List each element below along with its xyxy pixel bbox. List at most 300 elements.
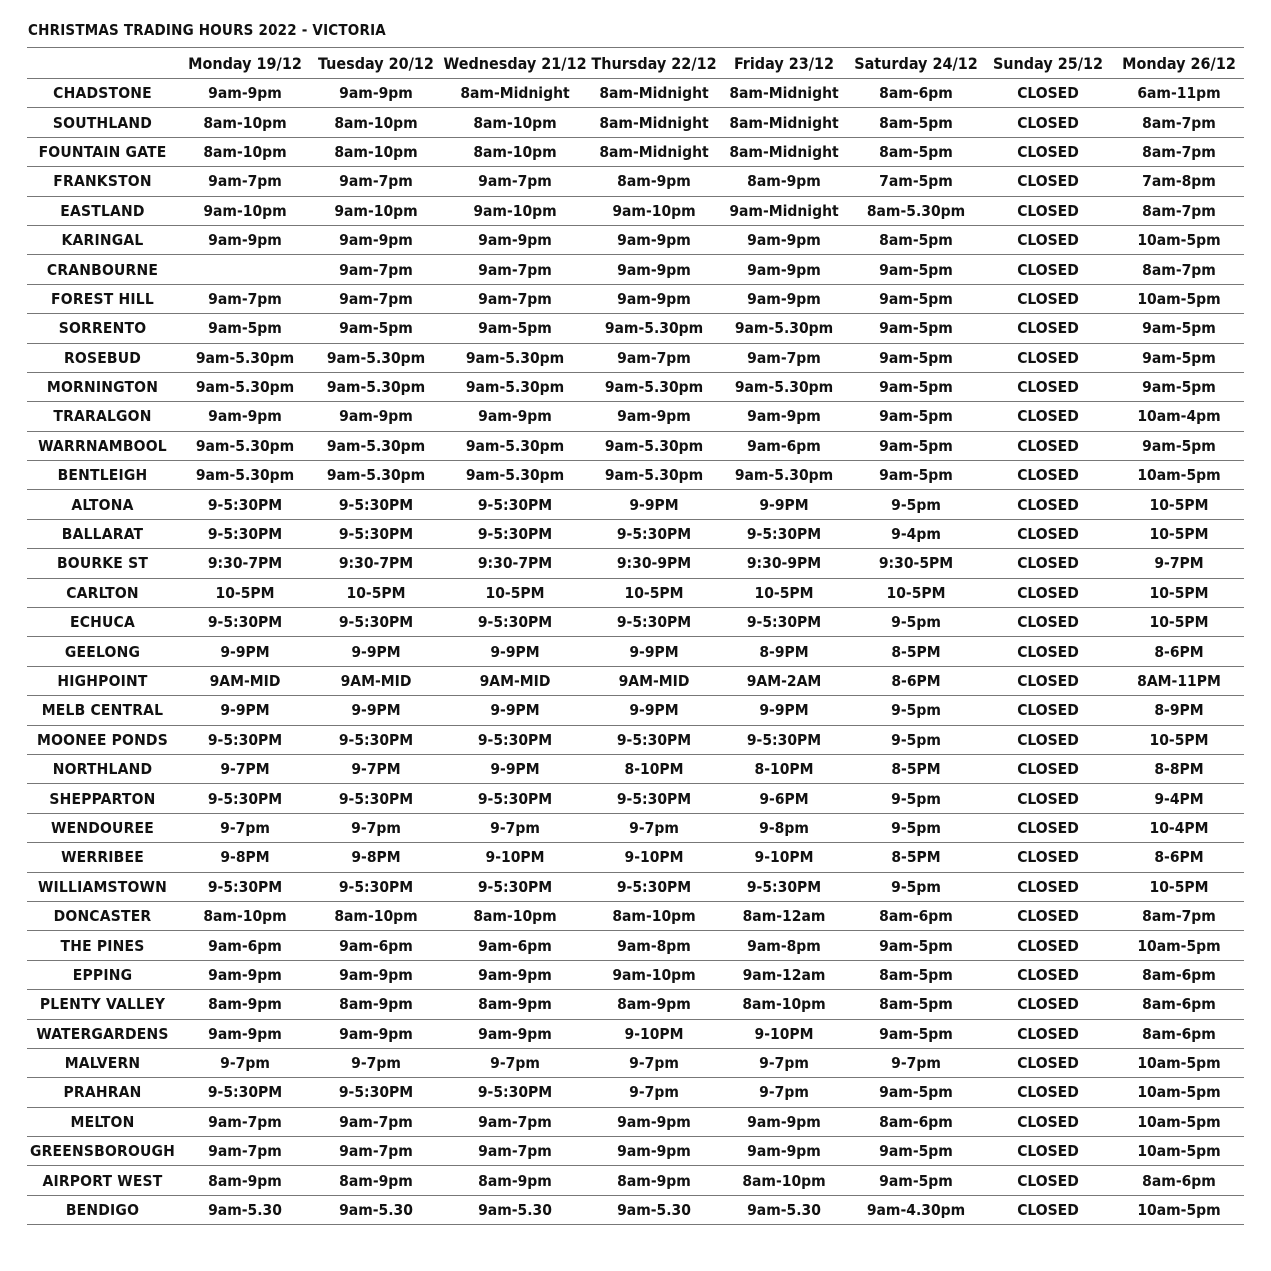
hours-monday-26-12: 10-5PM [1114, 725, 1244, 754]
hours-friday-23-12: 9am-9pm [718, 284, 850, 313]
table-row [27, 461, 1244, 490]
column-header-friday-23-12: Friday 23/12 [718, 48, 850, 79]
hours-monday-19-12: 9am-9pm [178, 1019, 312, 1048]
column-header-wednesday-21-12: Wednesday 21/12 [440, 48, 590, 79]
table-row [27, 549, 1244, 578]
hours-saturday-24-12: 8am-5pm [850, 960, 982, 989]
hours-monday-19-12: 9am-5.30 [178, 1195, 312, 1224]
hours-saturday-24-12: 9-5pm [850, 725, 982, 754]
hours-saturday-24-12: 8am-5pm [850, 108, 982, 137]
hours-tuesday-20-12: 9am-9pm [312, 960, 440, 989]
hours-wednesday-21-12: 9am-6pm [440, 931, 590, 960]
hours-thursday-22-12: 8am-9pm [590, 167, 718, 196]
hours-monday-19-12: 9-7pm [178, 813, 312, 842]
hours-wednesday-21-12: 9-5:30PM [440, 519, 590, 548]
store-name: WILLIAMSTOWN [27, 872, 178, 901]
hours-saturday-24-12: 9am-5pm [850, 255, 982, 284]
hours-saturday-24-12: 9-5pm [850, 696, 982, 725]
table-row [27, 402, 1244, 431]
hours-friday-23-12: 9am-9pm [718, 255, 850, 284]
hours-tuesday-20-12: 9am-7pm [312, 1137, 440, 1166]
hours-monday-26-12: 8-6PM [1114, 637, 1244, 666]
hours-saturday-24-12: 9:30-5PM [850, 549, 982, 578]
store-name: ROSEBUD [27, 343, 178, 372]
store-name: WARRNAMBOOL [27, 431, 178, 460]
hours-saturday-24-12: 8-5PM [850, 843, 982, 872]
hours-saturday-24-12: 9-5pm [850, 784, 982, 813]
table-row [27, 843, 1244, 872]
hours-thursday-22-12: 8am-9pm [590, 1166, 718, 1195]
table-row [27, 931, 1244, 960]
hours-wednesday-21-12: 9-5:30PM [440, 872, 590, 901]
hours-tuesday-20-12: 10-5PM [312, 578, 440, 607]
hours-monday-19-12: 9am-5.30pm [178, 372, 312, 401]
store-name: FRANKSTON [27, 167, 178, 196]
hours-thursday-22-12: 9am-9pm [590, 402, 718, 431]
hours-monday-26-12: 10am-5pm [1114, 1107, 1244, 1136]
hours-saturday-24-12: 9am-5pm [850, 343, 982, 372]
hours-friday-23-12: 9-7pm [718, 1048, 850, 1077]
hours-thursday-22-12: 9am-5.30 [590, 1195, 718, 1224]
hours-monday-26-12: 10-4PM [1114, 813, 1244, 842]
hours-sunday-25-12: CLOSED [982, 1137, 1114, 1166]
hours-friday-23-12: 10-5PM [718, 578, 850, 607]
hours-monday-26-12: 8am-6pm [1114, 1166, 1244, 1195]
hours-sunday-25-12: CLOSED [982, 960, 1114, 989]
hours-monday-19-12: 9-8PM [178, 843, 312, 872]
hours-monday-26-12: 6am-11pm [1114, 79, 1244, 108]
hours-friday-23-12: 9AM-2AM [718, 666, 850, 695]
hours-thursday-22-12: 9:30-9PM [590, 549, 718, 578]
hours-sunday-25-12: CLOSED [982, 108, 1114, 137]
hours-monday-26-12: 10-5PM [1114, 872, 1244, 901]
hours-tuesday-20-12: 9-5:30PM [312, 490, 440, 519]
hours-sunday-25-12: CLOSED [982, 1019, 1114, 1048]
table-row [27, 255, 1244, 284]
hours-friday-23-12: 9am-5.30 [718, 1195, 850, 1224]
store-name: HIGHPOINT [27, 666, 178, 695]
hours-monday-26-12: 8AM-11PM [1114, 666, 1244, 695]
hours-monday-19-12: 9-9PM [178, 637, 312, 666]
hours-wednesday-21-12: 9-5:30PM [440, 490, 590, 519]
hours-friday-23-12: 9:30-9PM [718, 549, 850, 578]
hours-monday-19-12: 9am-9pm [178, 225, 312, 254]
store-name: EPPING [27, 960, 178, 989]
store-name: SORRENTO [27, 314, 178, 343]
store-name: CRANBOURNE [27, 255, 178, 284]
hours-tuesday-20-12: 9am-9pm [312, 79, 440, 108]
hours-sunday-25-12: CLOSED [982, 1195, 1114, 1224]
hours-monday-26-12: 8am-6pm [1114, 960, 1244, 989]
hours-monday-26-12: 8am-7pm [1114, 137, 1244, 166]
hours-friday-23-12: 9am-8pm [718, 931, 850, 960]
table-row [27, 284, 1244, 313]
store-name: MELB CENTRAL [27, 696, 178, 725]
hours-monday-19-12: 8am-10pm [178, 137, 312, 166]
table-row [27, 137, 1244, 166]
table-row [27, 490, 1244, 519]
hours-saturday-24-12: 8am-5pm [850, 137, 982, 166]
hours-friday-23-12: 8am-Midnight [718, 108, 850, 137]
table-row [27, 343, 1244, 372]
hours-monday-19-12: 9-7PM [178, 754, 312, 783]
hours-monday-19-12: 8am-9pm [178, 990, 312, 1019]
hours-thursday-22-12: 9am-9pm [590, 255, 718, 284]
hours-friday-23-12: 9am-6pm [718, 431, 850, 460]
table-body [27, 79, 1244, 1225]
hours-sunday-25-12: CLOSED [982, 137, 1114, 166]
hours-monday-19-12: 10-5PM [178, 578, 312, 607]
store-name: SOUTHLAND [27, 108, 178, 137]
hours-tuesday-20-12: 9-5:30PM [312, 725, 440, 754]
store-name: CHADSTONE [27, 79, 178, 108]
hours-wednesday-21-12: 9-5:30PM [440, 1078, 590, 1107]
store-name: SHEPPARTON [27, 784, 178, 813]
hours-saturday-24-12: 9-5pm [850, 813, 982, 842]
hours-sunday-25-12: CLOSED [982, 990, 1114, 1019]
hours-monday-26-12: 8am-7pm [1114, 255, 1244, 284]
table-row [27, 372, 1244, 401]
hours-friday-23-12: 9-7pm [718, 1078, 850, 1107]
hours-thursday-22-12: 9am-9pm [590, 1107, 718, 1136]
store-name: EASTLAND [27, 196, 178, 225]
store-name: BENDIGO [27, 1195, 178, 1224]
hours-sunday-25-12: CLOSED [982, 666, 1114, 695]
table-row [27, 1048, 1244, 1077]
store-name: THE PINES [27, 931, 178, 960]
table-row [27, 519, 1244, 548]
hours-monday-26-12: 9am-5pm [1114, 431, 1244, 460]
hours-monday-26-12: 10am-5pm [1114, 931, 1244, 960]
hours-tuesday-20-12: 8am-10pm [312, 108, 440, 137]
hours-sunday-25-12: CLOSED [982, 167, 1114, 196]
hours-sunday-25-12: CLOSED [982, 1107, 1114, 1136]
hours-thursday-22-12: 9-7pm [590, 1048, 718, 1077]
table-row [27, 754, 1244, 783]
hours-sunday-25-12: CLOSED [982, 813, 1114, 842]
hours-sunday-25-12: CLOSED [982, 343, 1114, 372]
hours-wednesday-21-12: 10-5PM [440, 578, 590, 607]
hours-tuesday-20-12: 9am-7pm [312, 284, 440, 313]
hours-monday-19-12: 8am-9pm [178, 1166, 312, 1195]
hours-tuesday-20-12: 9am-7pm [312, 167, 440, 196]
hours-tuesday-20-12: 9am-10pm [312, 196, 440, 225]
hours-thursday-22-12: 9-5:30PM [590, 872, 718, 901]
hours-saturday-24-12: 8am-5pm [850, 225, 982, 254]
hours-saturday-24-12: 9am-5pm [850, 431, 982, 460]
hours-wednesday-21-12: 9-5:30PM [440, 784, 590, 813]
hours-sunday-25-12: CLOSED [982, 578, 1114, 607]
hours-wednesday-21-12: 9-9PM [440, 754, 590, 783]
hours-wednesday-21-12: 8am-9pm [440, 990, 590, 1019]
hours-saturday-24-12: 8-5PM [850, 754, 982, 783]
hours-tuesday-20-12: 9-5:30PM [312, 1078, 440, 1107]
hours-wednesday-21-12: 9am-5.30pm [440, 343, 590, 372]
hours-friday-23-12: 9-6PM [718, 784, 850, 813]
hours-sunday-25-12: CLOSED [982, 784, 1114, 813]
hours-saturday-24-12: 9am-5pm [850, 1166, 982, 1195]
hours-friday-23-12: 9am-9pm [718, 402, 850, 431]
hours-tuesday-20-12: 9am-9pm [312, 225, 440, 254]
hours-friday-23-12: 9-5:30PM [718, 872, 850, 901]
store-column-header [27, 48, 178, 79]
hours-sunday-25-12: CLOSED [982, 1078, 1114, 1107]
hours-monday-26-12: 10am-5pm [1114, 1078, 1244, 1107]
hours-tuesday-20-12: 9-5:30PM [312, 872, 440, 901]
hours-thursday-22-12: 9-10PM [590, 843, 718, 872]
hours-monday-26-12: 10-5PM [1114, 608, 1244, 637]
hours-tuesday-20-12: 9am-9pm [312, 1019, 440, 1048]
table-row [27, 901, 1244, 930]
hours-monday-19-12: 9am-5.30pm [178, 343, 312, 372]
hours-friday-23-12: 9am-9pm [718, 1137, 850, 1166]
hours-thursday-22-12: 9-5:30PM [590, 784, 718, 813]
hours-saturday-24-12: 8-6PM [850, 666, 982, 695]
hours-sunday-25-12: CLOSED [982, 549, 1114, 578]
hours-monday-26-12: 10am-5pm [1114, 461, 1244, 490]
hours-monday-19-12: 9-5:30PM [178, 784, 312, 813]
table-row [27, 225, 1244, 254]
hours-monday-26-12: 8am-7pm [1114, 196, 1244, 225]
hours-tuesday-20-12: 8am-9pm [312, 1166, 440, 1195]
hours-friday-23-12: 8-9PM [718, 637, 850, 666]
hours-friday-23-12: 9-10PM [718, 1019, 850, 1048]
hours-thursday-22-12: 9am-10pm [590, 960, 718, 989]
hours-sunday-25-12: CLOSED [982, 255, 1114, 284]
hours-thursday-22-12: 8-10PM [590, 754, 718, 783]
hours-tuesday-20-12: 9am-5.30 [312, 1195, 440, 1224]
hours-friday-23-12: 9am-9pm [718, 225, 850, 254]
hours-saturday-24-12: 9am-5pm [850, 1078, 982, 1107]
column-header-sunday-25-12: Sunday 25/12 [982, 48, 1114, 79]
hours-monday-26-12: 10-5PM [1114, 519, 1244, 548]
hours-wednesday-21-12: 9am-5.30pm [440, 431, 590, 460]
hours-monday-19-12: 9am-10pm [178, 196, 312, 225]
table-row [27, 1166, 1244, 1195]
hours-thursday-22-12: 9am-5.30pm [590, 461, 718, 490]
column-header-saturday-24-12: Saturday 24/12 [850, 48, 982, 79]
hours-saturday-24-12: 8am-6pm [850, 1107, 982, 1136]
hours-wednesday-21-12: 9am-5.30pm [440, 461, 590, 490]
hours-tuesday-20-12: 9-5:30PM [312, 784, 440, 813]
store-name: GEELONG [27, 637, 178, 666]
hours-monday-19-12: 9-5:30PM [178, 608, 312, 637]
store-name: WERRIBEE [27, 843, 178, 872]
column-header-tuesday-20-12: Tuesday 20/12 [312, 48, 440, 79]
hours-friday-23-12: 8am-12am [718, 901, 850, 930]
hours-friday-23-12: 8-10PM [718, 754, 850, 783]
hours-friday-23-12: 8am-10pm [718, 1166, 850, 1195]
store-name: BALLARAT [27, 519, 178, 548]
hours-thursday-22-12: 9am-7pm [590, 343, 718, 372]
hours-thursday-22-12: 9am-10pm [590, 196, 718, 225]
table-row [27, 696, 1244, 725]
hours-friday-23-12: 9-9PM [718, 490, 850, 519]
hours-monday-19-12: 9am-7pm [178, 1137, 312, 1166]
hours-monday-26-12: 10am-5pm [1114, 225, 1244, 254]
hours-thursday-22-12: 8am-9pm [590, 990, 718, 1019]
hours-thursday-22-12: 9-9PM [590, 696, 718, 725]
hours-monday-26-12: 9-4PM [1114, 784, 1244, 813]
hours-saturday-24-12: 9am-5pm [850, 1137, 982, 1166]
hours-tuesday-20-12: 9am-7pm [312, 1107, 440, 1136]
hours-tuesday-20-12: 8am-9pm [312, 990, 440, 1019]
hours-tuesday-20-12: 9:30-7PM [312, 549, 440, 578]
hours-friday-23-12: 8am-10pm [718, 990, 850, 1019]
hours-sunday-25-12: CLOSED [982, 931, 1114, 960]
store-name: KARINGAL [27, 225, 178, 254]
hours-monday-19-12: 9am-9pm [178, 402, 312, 431]
table-row [27, 784, 1244, 813]
hours-thursday-22-12: 9-5:30PM [590, 725, 718, 754]
hours-wednesday-21-12: 9-9PM [440, 696, 590, 725]
hours-monday-26-12: 10-5PM [1114, 578, 1244, 607]
hours-saturday-24-12: 9am-5pm [850, 1019, 982, 1048]
hours-monday-19-12: 9am-7pm [178, 167, 312, 196]
hours-monday-26-12: 9am-5pm [1114, 314, 1244, 343]
hours-wednesday-21-12: 9-10PM [440, 843, 590, 872]
store-name: ALTONA [27, 490, 178, 519]
hours-saturday-24-12: 7am-5pm [850, 167, 982, 196]
table-row [27, 608, 1244, 637]
hours-thursday-22-12: 9-5:30PM [590, 519, 718, 548]
hours-thursday-22-12: 9-10PM [590, 1019, 718, 1048]
hours-friday-23-12: 9-5:30PM [718, 519, 850, 548]
hours-monday-26-12: 8-9PM [1114, 696, 1244, 725]
hours-thursday-22-12: 9-5:30PM [590, 608, 718, 637]
hours-saturday-24-12: 8am-5pm [850, 990, 982, 1019]
hours-sunday-25-12: CLOSED [982, 314, 1114, 343]
column-header-monday-19-12: Monday 19/12 [178, 48, 312, 79]
hours-wednesday-21-12: 8am-10pm [440, 137, 590, 166]
hours-monday-26-12: 9am-5pm [1114, 372, 1244, 401]
store-name: MORNINGTON [27, 372, 178, 401]
store-name: ECHUCA [27, 608, 178, 637]
hours-wednesday-21-12: 9am-7pm [440, 255, 590, 284]
hours-wednesday-21-12: 9am-7pm [440, 167, 590, 196]
hours-saturday-24-12: 9am-5pm [850, 314, 982, 343]
hours-sunday-25-12: CLOSED [982, 461, 1114, 490]
hours-friday-23-12: 9am-12am [718, 960, 850, 989]
hours-saturday-24-12: 9am-5pm [850, 372, 982, 401]
hours-friday-23-12: 9am-7pm [718, 343, 850, 372]
hours-thursday-22-12: 9AM-MID [590, 666, 718, 695]
hours-friday-23-12: 9-10PM [718, 843, 850, 872]
hours-saturday-24-12: 9-5pm [850, 608, 982, 637]
hours-wednesday-21-12: 9am-10pm [440, 196, 590, 225]
hours-monday-19-12: 9-5:30PM [178, 725, 312, 754]
hours-monday-19-12: 9am-5pm [178, 314, 312, 343]
hours-wednesday-21-12: 9am-9pm [440, 960, 590, 989]
hours-monday-19-12 [178, 255, 312, 284]
store-name: CARLTON [27, 578, 178, 607]
hours-tuesday-20-12: 9am-7pm [312, 255, 440, 284]
hours-sunday-25-12: CLOSED [982, 284, 1114, 313]
hours-wednesday-21-12: 9-7pm [440, 813, 590, 842]
hours-wednesday-21-12: 9-7pm [440, 1048, 590, 1077]
hours-monday-26-12: 7am-8pm [1114, 167, 1244, 196]
hours-monday-26-12: 10am-5pm [1114, 1137, 1244, 1166]
hours-monday-19-12: 9-5:30PM [178, 490, 312, 519]
hours-friday-23-12: 8am-Midnight [718, 79, 850, 108]
hours-wednesday-21-12: 9am-9pm [440, 1019, 590, 1048]
hours-saturday-24-12: 8am-6pm [850, 79, 982, 108]
hours-thursday-22-12: 9am-5.30pm [590, 372, 718, 401]
hours-friday-23-12: 9am-Midnight [718, 196, 850, 225]
store-name: NORTHLAND [27, 754, 178, 783]
store-name: AIRPORT WEST [27, 1166, 178, 1195]
hours-tuesday-20-12: 9am-5.30pm [312, 461, 440, 490]
hours-sunday-25-12: CLOSED [982, 1166, 1114, 1195]
table-row [27, 637, 1244, 666]
hours-wednesday-21-12: 9am-7pm [440, 1137, 590, 1166]
hours-thursday-22-12: 10-5PM [590, 578, 718, 607]
table-row [27, 872, 1244, 901]
table-row [27, 431, 1244, 460]
hours-wednesday-21-12: 9am-5.30pm [440, 372, 590, 401]
store-name: FOREST HILL [27, 284, 178, 313]
hours-wednesday-21-12: 9-5:30PM [440, 608, 590, 637]
table-row [27, 578, 1244, 607]
hours-thursday-22-12: 9am-5.30pm [590, 431, 718, 460]
hours-friday-23-12: 8am-9pm [718, 167, 850, 196]
hours-tuesday-20-12: 9am-5.30pm [312, 343, 440, 372]
hours-tuesday-20-12: 9-5:30PM [312, 608, 440, 637]
hours-wednesday-21-12: 9-5:30PM [440, 725, 590, 754]
hours-monday-19-12: 9:30-7PM [178, 549, 312, 578]
hours-friday-23-12: 9am-5.30pm [718, 461, 850, 490]
hours-sunday-25-12: CLOSED [982, 725, 1114, 754]
hours-wednesday-21-12: 9am-5pm [440, 314, 590, 343]
table-row [27, 1137, 1244, 1166]
hours-saturday-24-12: 9am-5pm [850, 931, 982, 960]
store-name: MALVERN [27, 1048, 178, 1077]
hours-wednesday-21-12: 9am-5.30 [440, 1195, 590, 1224]
hours-thursday-22-12: 9am-9pm [590, 225, 718, 254]
hours-wednesday-21-12: 8am-10pm [440, 901, 590, 930]
table-row [27, 960, 1244, 989]
store-name: MOONEE PONDS [27, 725, 178, 754]
table-row [27, 108, 1244, 137]
hours-sunday-25-12: CLOSED [982, 372, 1114, 401]
hours-wednesday-21-12: 9am-7pm [440, 284, 590, 313]
hours-saturday-24-12: 10-5PM [850, 578, 982, 607]
hours-friday-23-12: 9am-9pm [718, 1107, 850, 1136]
hours-thursday-22-12: 9am-5.30pm [590, 314, 718, 343]
store-name: PLENTY VALLEY [27, 990, 178, 1019]
hours-monday-19-12: 9-9PM [178, 696, 312, 725]
hours-sunday-25-12: CLOSED [982, 754, 1114, 783]
hours-monday-19-12: 8am-10pm [178, 901, 312, 930]
hours-sunday-25-12: CLOSED [982, 843, 1114, 872]
store-name: GREENSBOROUGH [27, 1137, 178, 1166]
hours-saturday-24-12: 9-4pm [850, 519, 982, 548]
hours-tuesday-20-12: 9am-9pm [312, 402, 440, 431]
hours-saturday-24-12: 8-5PM [850, 637, 982, 666]
store-name: WATERGARDENS [27, 1019, 178, 1048]
hours-friday-23-12: 9-9PM [718, 696, 850, 725]
hours-wednesday-21-12: 8am-9pm [440, 1166, 590, 1195]
hours-monday-26-12: 10am-5pm [1114, 1195, 1244, 1224]
hours-saturday-24-12: 9-5pm [850, 872, 982, 901]
hours-friday-23-12: 9-5:30PM [718, 608, 850, 637]
hours-monday-19-12: 9am-9pm [178, 960, 312, 989]
hours-monday-26-12: 9-7PM [1114, 549, 1244, 578]
hours-thursday-22-12: 8am-Midnight [590, 108, 718, 137]
table-row [27, 79, 1244, 108]
hours-friday-23-12: 9am-5.30pm [718, 372, 850, 401]
hours-saturday-24-12: 9am-4.30pm [850, 1195, 982, 1224]
